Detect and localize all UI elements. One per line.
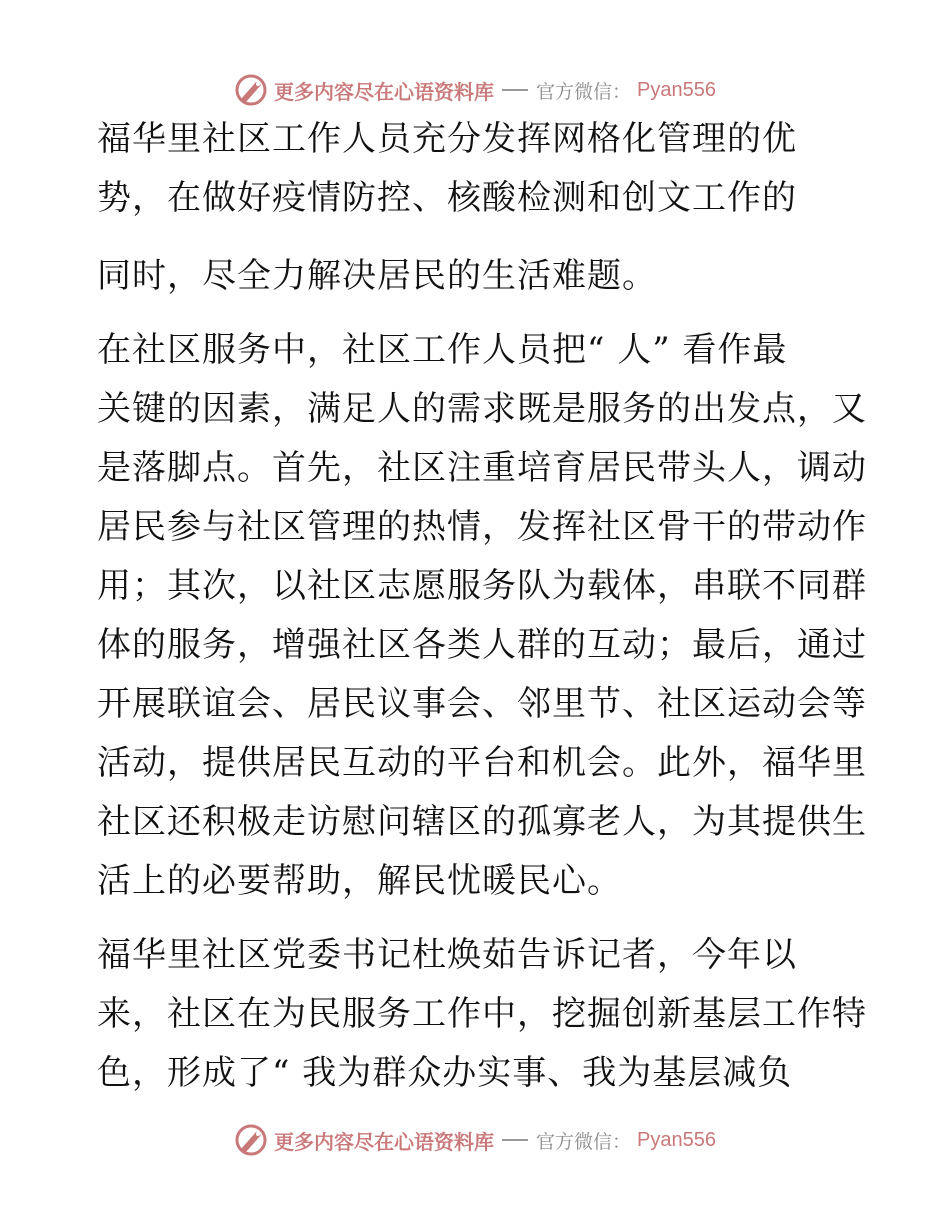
text-line: 色，形成了“ 我为群众办实事、我为基层减负 [97,1053,793,1093]
text-line: 开展联谊会、居民议事会、邻里节、社区运动会等 [97,684,867,724]
text-line: 居民参与社区管理的热情，发挥社区骨干的带动作 [97,507,867,547]
text-line: 福华里社区工作人员充分发挥网格化管理的优 [97,119,797,159]
text-line: 体的服务，增强社区各类人群的互动；最后，通过 [97,625,867,665]
text-line: 用；其次，以社区志愿服务队为载体，串联不同群 [97,566,867,606]
text-line: 关键的因素，满足人的需求既是服务的出发点，又 [97,389,867,429]
text-line: 福华里社区党委书记杜焕茹告诉记者，今年以 [97,935,797,975]
watermark-official-label: 官方微信： [536,1130,632,1153]
watermark-wechat-id: Pyan556 [637,78,716,101]
header-watermark [0,70,950,110]
text-line: 是落脚点。首先，社区注重培育居民带头人，调动 [97,448,867,488]
text-line: 社区还积极走访慰问辖区的孤寡老人，为其提供生 [97,802,867,842]
watermark-dash [502,89,528,91]
watermark-brand: 更多内容尽在心语资料库 [274,1129,494,1154]
watermark-brand: 更多内容尽在心语资料库 [274,79,494,104]
footer-watermark [0,1120,950,1160]
text-line: 来，社区在为民服务工作中，挖掘创新基层工作特 [97,994,867,1034]
text-line: 在社区服务中，社区工作人员把“ 人” 看作最 [97,330,788,370]
pen-nib-circle-icon [234,73,268,107]
article-body [97,119,867,1093]
text-line: 活动，提供居民互动的平台和机会。此外，福华里 [97,743,867,783]
pen-nib-circle-icon [234,1123,268,1157]
watermark-dash [502,1139,528,1141]
watermark-official-label: 官方微信： [536,80,632,103]
text-line: 同时，尽全力解决居民的生活难题。 [97,256,657,296]
text-line: 活上的必要帮助，解民忧暖民心。 [97,861,622,901]
text-line: 势，在做好疫情防控、核酸检测和创文工作的 [97,178,797,218]
watermark-wechat-id: Pyan556 [637,1128,716,1151]
